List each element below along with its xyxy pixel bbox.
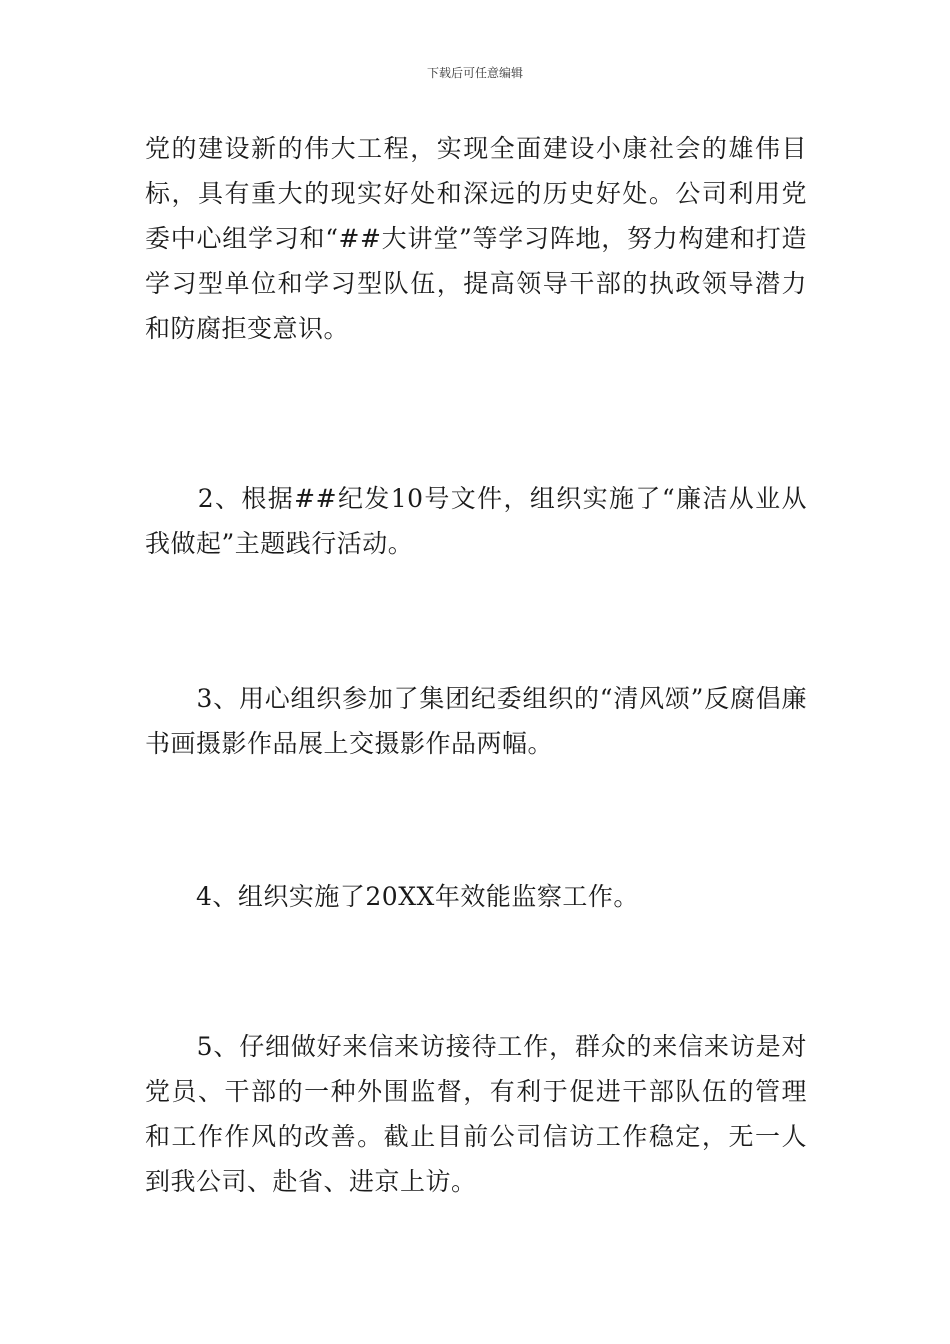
paragraph-party-building: 党的建设新的伟大工程，实现全面建设小康社会的雄伟目标，具有重大的现实好处和深远的历史好处。公司利用党委中心组学习和“##大讲堂”等学习阵地，努力构建和打造学习型单位和学习型队伍，提高领导干部的执政领导潜力和防腐拒变意识。 bbox=[145, 134, 807, 343]
paragraph-item-5: 5、仔细做好来信来访接待工作，群众的来信来访是对党员、干部的一种外围监督，有利于促进干部队伍的管理和工作作风的改善。截止目前公司信访工作稳定，无一人到我公司、赴省、进京上访。 bbox=[145, 1032, 807, 1196]
paragraph-item-2: 2、根据##纪发10号文件，组织实施了“廉洁从业从我做起”主题践行活动。 bbox=[145, 484, 807, 558]
page-header: 下载后可任意编辑 bbox=[426, 66, 523, 80]
paragraph-item-3: 3、用心组织参加了集团纪委组织的“清风颂”反腐倡廉书画摄影作品展上交摄影作品两幅。 bbox=[145, 684, 807, 758]
paragraph-item-4: 4、组织实施了20XX年效能监察工作。 bbox=[145, 882, 639, 911]
